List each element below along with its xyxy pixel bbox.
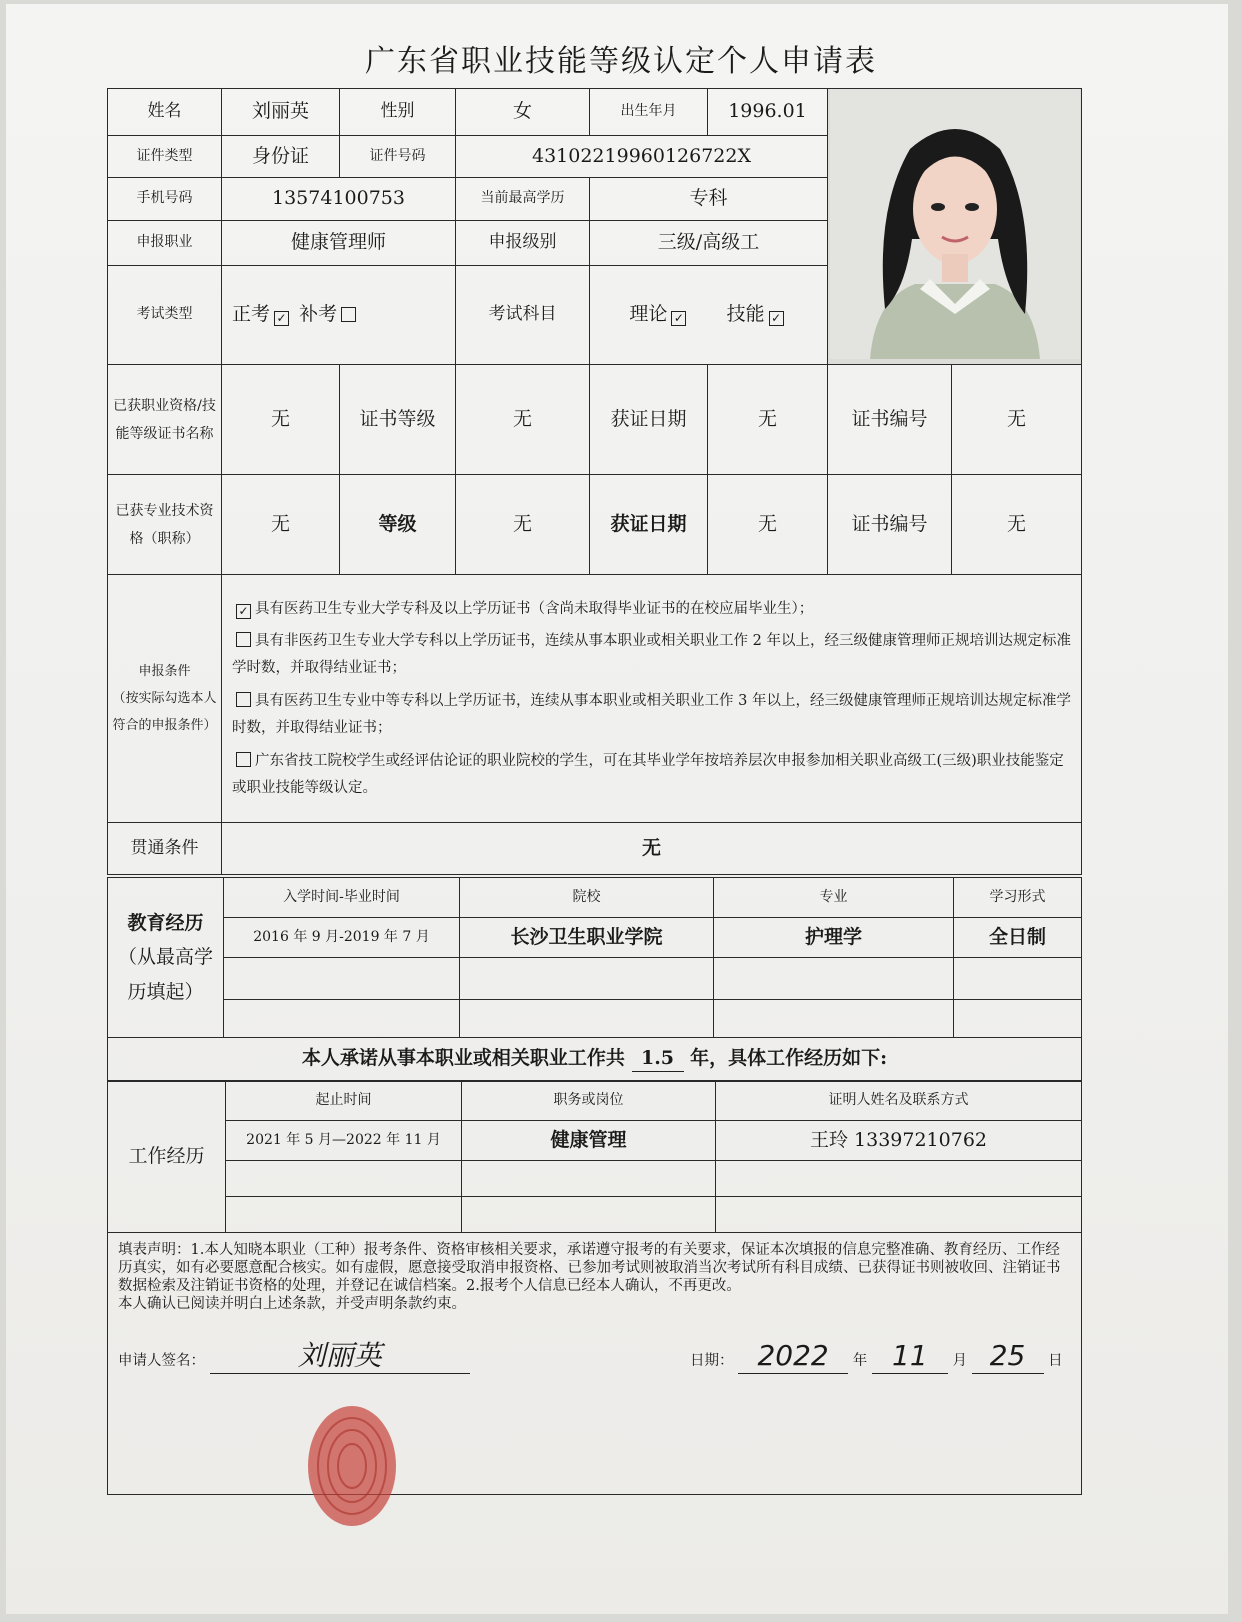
day-unit: 日 <box>1048 1352 1063 1369</box>
work-label: 工作经历 <box>108 1081 226 1233</box>
date-day: 25 <box>972 1338 1044 1374</box>
unchecked-box-icon <box>236 692 251 707</box>
promise-years: 1.5 <box>632 1047 684 1072</box>
checked-box-icon: ✓ <box>671 311 686 326</box>
unchecked-box-icon <box>236 632 251 647</box>
cert-level-label: 证书等级 <box>340 365 456 475</box>
cert-no-label: 证书编号 <box>828 365 952 475</box>
education-label-main: 教育经历 <box>127 912 204 935</box>
gender-label: 性别 <box>340 89 456 136</box>
checked-box-icon: ✓ <box>236 604 251 619</box>
subject-skill-label: 技能 <box>726 302 765 325</box>
education-table <box>107 877 1082 1082</box>
date-month: 11 <box>872 1338 948 1374</box>
checked-box-icon: ✓ <box>274 311 289 326</box>
unchecked-box-icon <box>236 752 251 767</box>
cert-no-value: 无 <box>952 365 1082 475</box>
grade-value: 无 <box>456 475 590 575</box>
occupation-label: 申报职业 <box>108 220 222 265</box>
cert-date2-value: 无 <box>708 475 828 575</box>
exam-type-label: 考试类型 <box>108 265 222 364</box>
empty-cell <box>460 1000 714 1038</box>
subject-options <box>590 265 828 364</box>
qualification-label: 已获职业资格/技能等级证书名称 <box>108 365 222 475</box>
edu-value: 专科 <box>590 178 828 221</box>
empty-cell <box>226 1161 462 1197</box>
form-title: 广东省职业技能等级认定个人申请表 <box>365 44 877 79</box>
condition-text: 具有非医药卫生专业大学专科以上学历证书，连续从事本职业或相关职业工作 2 年以上，经三级健康管理师正规培训达规定标准学时数，并取得结业证书； <box>232 633 1071 677</box>
edu-col-major: 专业 <box>714 878 954 918</box>
applicant-photo <box>828 89 1082 365</box>
conditions-label <box>108 575 222 823</box>
declaration-section <box>108 1233 1082 1495</box>
empty-cell <box>954 958 1082 1000</box>
title-qual-label: 已获专业技术资格（职称） <box>108 475 222 575</box>
grade-label: 等级 <box>340 475 456 575</box>
id-type-label: 证件类型 <box>108 135 222 178</box>
id-no-label: 证件号码 <box>340 135 456 178</box>
birth-value: 1996.01 <box>708 89 828 136</box>
condition-text: 具有医药卫生专业大学专科及以上学历证书（含尚未取得毕业证书的在校应届毕业生）； <box>255 600 814 617</box>
conditions-list <box>222 575 1082 823</box>
work-col-ref: 证明人姓名及联系方式 <box>716 1081 1082 1121</box>
portrait-image <box>830 89 1080 359</box>
subject-theory-label: 理论 <box>629 302 668 325</box>
birth-label: 出生年月 <box>590 89 708 136</box>
edu-major-value: 护理学 <box>714 918 954 958</box>
edu-col-time: 入学时间-毕业时间 <box>224 878 460 918</box>
empty-cell <box>226 1197 462 1233</box>
qualification-value: 无 <box>222 365 340 475</box>
cert-no2-label: 证书编号 <box>828 475 952 575</box>
work-table <box>107 1080 1082 1495</box>
work-time-value: 2021 年 5 月—2022 年 11 月 <box>226 1121 462 1161</box>
date-label: 日期： <box>690 1352 734 1369</box>
conditions-label-main: 申报条件 <box>138 663 191 679</box>
empty-cell <box>462 1161 716 1197</box>
gender-value: 女 <box>456 89 590 136</box>
empty-cell <box>716 1161 1082 1197</box>
date-group <box>690 1338 1063 1374</box>
empty-cell <box>954 1000 1082 1038</box>
empty-cell <box>462 1197 716 1233</box>
name-label: 姓名 <box>108 89 222 136</box>
unchecked-box-icon <box>341 307 356 322</box>
cert-date-label: 获证日期 <box>590 365 708 475</box>
work-col-time: 起止时间 <box>226 1081 462 1121</box>
promise-suffix: 年，具体工作经历如下: <box>690 1047 888 1070</box>
cert-level-value: 无 <box>456 365 590 475</box>
work-col-position: 职务或岗位 <box>462 1081 716 1121</box>
subject-label: 考试科目 <box>456 265 590 364</box>
empty-cell <box>714 1000 954 1038</box>
id-type-value: 身份证 <box>222 135 340 178</box>
condition-text: 具有医药卫生专业中等专科以上学历证书，连续从事本职业或相关职业工作 3 年以上，经三级健康管理师正规培训达规定标准学时数，并取得结业证书； <box>232 693 1071 736</box>
edu-mode-value: 全日制 <box>954 918 1082 958</box>
empty-cell <box>224 1000 460 1038</box>
applicant-signature: 刘丽英 <box>210 1338 470 1374</box>
empty-cell <box>714 958 954 1000</box>
empty-cell <box>460 958 714 1000</box>
education-label <box>108 878 224 1038</box>
edu-school-value: 长沙卫生职业学院 <box>460 918 714 958</box>
work-ref-value: 王玲 13397210762 <box>716 1121 1082 1161</box>
phone-label: 手机号码 <box>108 178 222 221</box>
declaration-text: 填表声明：1.本人知晓本职业（工种）报考条件、资格审核相关要求，承诺遵守报考的有关要求，保证本次填报的信息完整准确、教育经历、工作经历真实，如有必要愿意配合核实。如有虚假，愿意接受取消申报资格、已参加考试则被取消当次考试所有科目成绩、已获得证书则被收回、注销证书数据检索及注销证书资格的处理，并登记在诚信档案。2.报考个人信息已经本人确认，不再更改。 <box>118 1242 1061 1295</box>
declaration-confirm: 本人确认已阅读并明白上述条款，并受声明条款约束。 <box>118 1296 466 1313</box>
exam-regular-label: 正考 <box>232 302 271 325</box>
edu-time-value: 2016 年 9 月-2019 年 7 月 <box>224 918 460 958</box>
promise-prefix: 本人承诺从事本职业或相关职业工作共 <box>301 1047 625 1070</box>
condition-item <box>232 596 1071 623</box>
exam-type-options <box>222 265 456 364</box>
edu-col-school: 院校 <box>460 878 714 918</box>
education-label-note: （从最高学历填起） <box>117 946 213 1003</box>
fingerprint-icon <box>302 1400 402 1530</box>
work-position-value: 健康管理 <box>462 1121 716 1161</box>
through-value: 无 <box>222 823 1082 875</box>
phone-value: 13574100753 <box>222 178 456 221</box>
checked-box-icon: ✓ <box>769 311 784 326</box>
date-year: 2022 <box>738 1338 848 1374</box>
cert-no2-value: 无 <box>952 475 1082 575</box>
empty-cell <box>224 958 460 1000</box>
sign-label: 申请人签名： <box>118 1352 205 1369</box>
application-form <box>107 88 1082 875</box>
empty-cell <box>716 1197 1082 1233</box>
id-no-value: 43102219960126722X <box>456 135 828 178</box>
month-unit: 月 <box>952 1352 967 1369</box>
name-value: 刘丽英 <box>222 89 340 136</box>
signature-row <box>118 1338 1071 1378</box>
condition-item <box>232 748 1071 802</box>
condition-text: 广东省技工院校学生或经评估论证的职业院校的学生，可在其毕业学年按培养层次申报参加相关职业高级工(三级)职业技能鉴定或职业技能等级认定。 <box>232 752 1064 796</box>
condition-item <box>232 688 1071 742</box>
through-label: 贯通条件 <box>108 823 222 875</box>
cert-date-value: 无 <box>708 365 828 475</box>
title-qual-value: 无 <box>222 475 340 575</box>
level-label: 申报级别 <box>456 220 590 265</box>
occupation-value: 健康管理师 <box>222 220 456 265</box>
level-value: 三级/高级工 <box>590 220 828 265</box>
exam-makeup-label: 补考 <box>299 302 338 325</box>
conditions-label-note: （按实际勾选本人符合的申报条件） <box>112 690 217 734</box>
year-unit: 年 <box>852 1352 868 1369</box>
edu-label: 当前最高学历 <box>456 178 590 221</box>
work-promise <box>108 1038 1082 1082</box>
condition-item <box>232 628 1071 682</box>
edu-col-mode: 学习形式 <box>954 878 1082 918</box>
cert-date2-label: 获证日期 <box>590 475 708 575</box>
